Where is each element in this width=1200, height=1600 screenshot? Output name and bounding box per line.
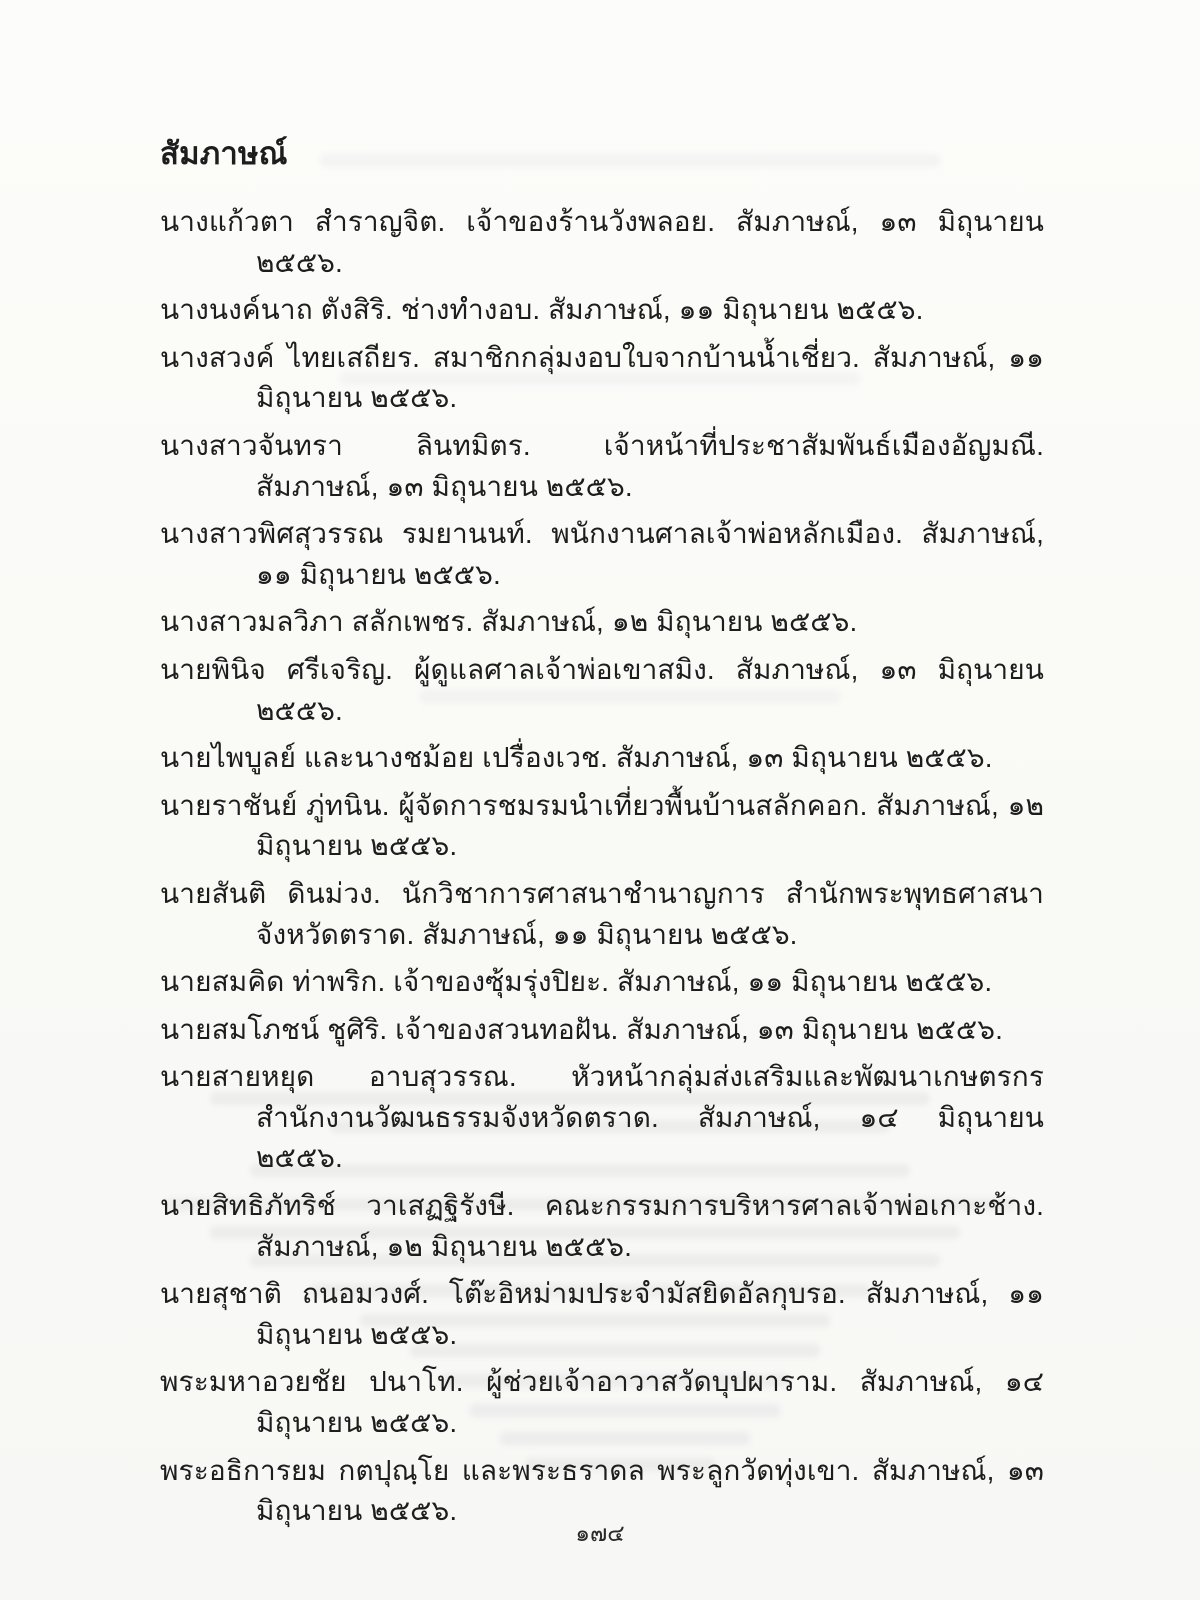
bibliography-entry: พระอธิการยม กตปุณฺโย และพระธราดล พระลูกวัดทุ่งเขา. สัมภาษณ์, ๑๓ มิถุนายน ๒๕๕๖. — [160, 1454, 1044, 1527]
bibliography-entry: นายสายหยุด อาบสุวรรณ. หัวหน้ากลุ่มส่งเสริมและพัฒนาเกษตรกร สำนักงานวัฒนธรรมจังหวัดตราด. สัมภาษณ์, ๑๔ มิถุนายน ๒๕๕๖. — [160, 1061, 1044, 1174]
page-number: ๑๗๔ — [575, 1520, 625, 1546]
bibliography-entry: นายราชันย์ ภู่ทนิน. ผู้จัดการชมรมนำเที่ยวพื้นบ้านสลักคอก. สัมภาษณ์, ๑๒ มิถุนายน ๒๕๕๖. — [160, 789, 1044, 862]
bibliography-section — [160, 128, 1044, 1539]
bibliography-entry: นางสวงค์ ไทยเสถียร. สมาชิกกลุ่มงอบใบจากบ้านน้ำเชี่ยว. สัมภาษณ์, ๑๑ มิถุนายน ๒๕๕๖. — [160, 341, 1044, 414]
bibliography-entry: นางสาวพิศสุวรรณ รมยานนท์. พนักงานศาลเจ้าพ่อหลักเมือง. สัมภาษณ์, ๑๑ มิถุนายน ๒๕๕๖. — [160, 518, 1044, 590]
bibliography-entry: นายพินิจ ศรีเจริญ. ผู้ดูแลศาลเจ้าพ่อเขาสมิง. สัมภาษณ์, ๑๓ มิถุนายน ๒๕๕๖. — [160, 653, 1044, 726]
bibliography-entry: นางแก้วตา สำราญจิต. เจ้าของร้านวังพลอย. สัมภาษณ์, ๑๓ มิถุนายน ๒๕๕๖. — [160, 206, 1044, 278]
bibliography-entry: นางสาวจันทรา ลินทมิตร. เจ้าหน้าที่ประชาสัมพันธ์เมืองอัญมณี. สัมภาษณ์, ๑๓ มิถุนายน ๒๕๕๖. — [160, 429, 1044, 502]
bibliography-entry: นายสิทธิภัทริช์ วาเสฏฐิรังษี. คณะกรรมการบริหารศาลเจ้าพ่อเกาะช้าง. สัมภาษณ์, ๑๒ มิถุนายน ๒๕๕๖. — [160, 1190, 1044, 1262]
bibliography-entry: นางสาวมลวิภา สลักเพชร. สัมภาษณ์, ๑๒ มิถุนายน ๒๕๕๖. — [160, 606, 858, 638]
bibliography-entry: นายสันติ ดินม่วง. นักวิชาการศาสนาชำนาญการ สำนักพระพุทธศาสนาจังหวัดตราด. สัมภาษณ์, ๑๑ มิถุนายน ๒๕๕๖. — [160, 877, 1044, 950]
bibliography-entry: นางนงค์นาถ ตังสิริ. ช่างทำงอบ. สัมภาษณ์, ๑๑ มิถุนายน ๒๕๕๖. — [160, 294, 924, 326]
bibliography-entry: นายไพบูลย์ และนางชม้อย เปรื่องเวช. สัมภาษณ์, ๑๓ มิถุนายน ๒๕๕๖. — [160, 742, 993, 774]
bibliography-entry: นายสุชาติ ถนอมวงศ์. โต๊ะอิหม่ามประจำมัสยิดอัลกุบรอ. สัมภาษณ์, ๑๑ มิถุนายน ๒๕๕๖. — [160, 1278, 1044, 1350]
bibliography-entry: นายสมคิด ท่าพริก. เจ้าของซุ้มรุ่งปิยะ. สัมภาษณ์, ๑๑ มิถุนายน ๒๕๕๖. — [160, 966, 993, 998]
section-heading: สัมภาษณ์ — [160, 136, 288, 171]
bibliography-entry: นายสมโภชน์ ชูศิริ. เจ้าของสวนทอฝัน. สัมภาษณ์, ๑๓ มิถุนายน ๒๕๕๖. — [160, 1013, 1003, 1045]
bibliography-entry: พระมหาอวยชัย ปนาโท. ผู้ช่วยเจ้าอาวาสวัดบุปผาราม. สัมภาษณ์, ๑๔ มิถุนายน ๒๕๕๖. — [160, 1366, 1044, 1439]
